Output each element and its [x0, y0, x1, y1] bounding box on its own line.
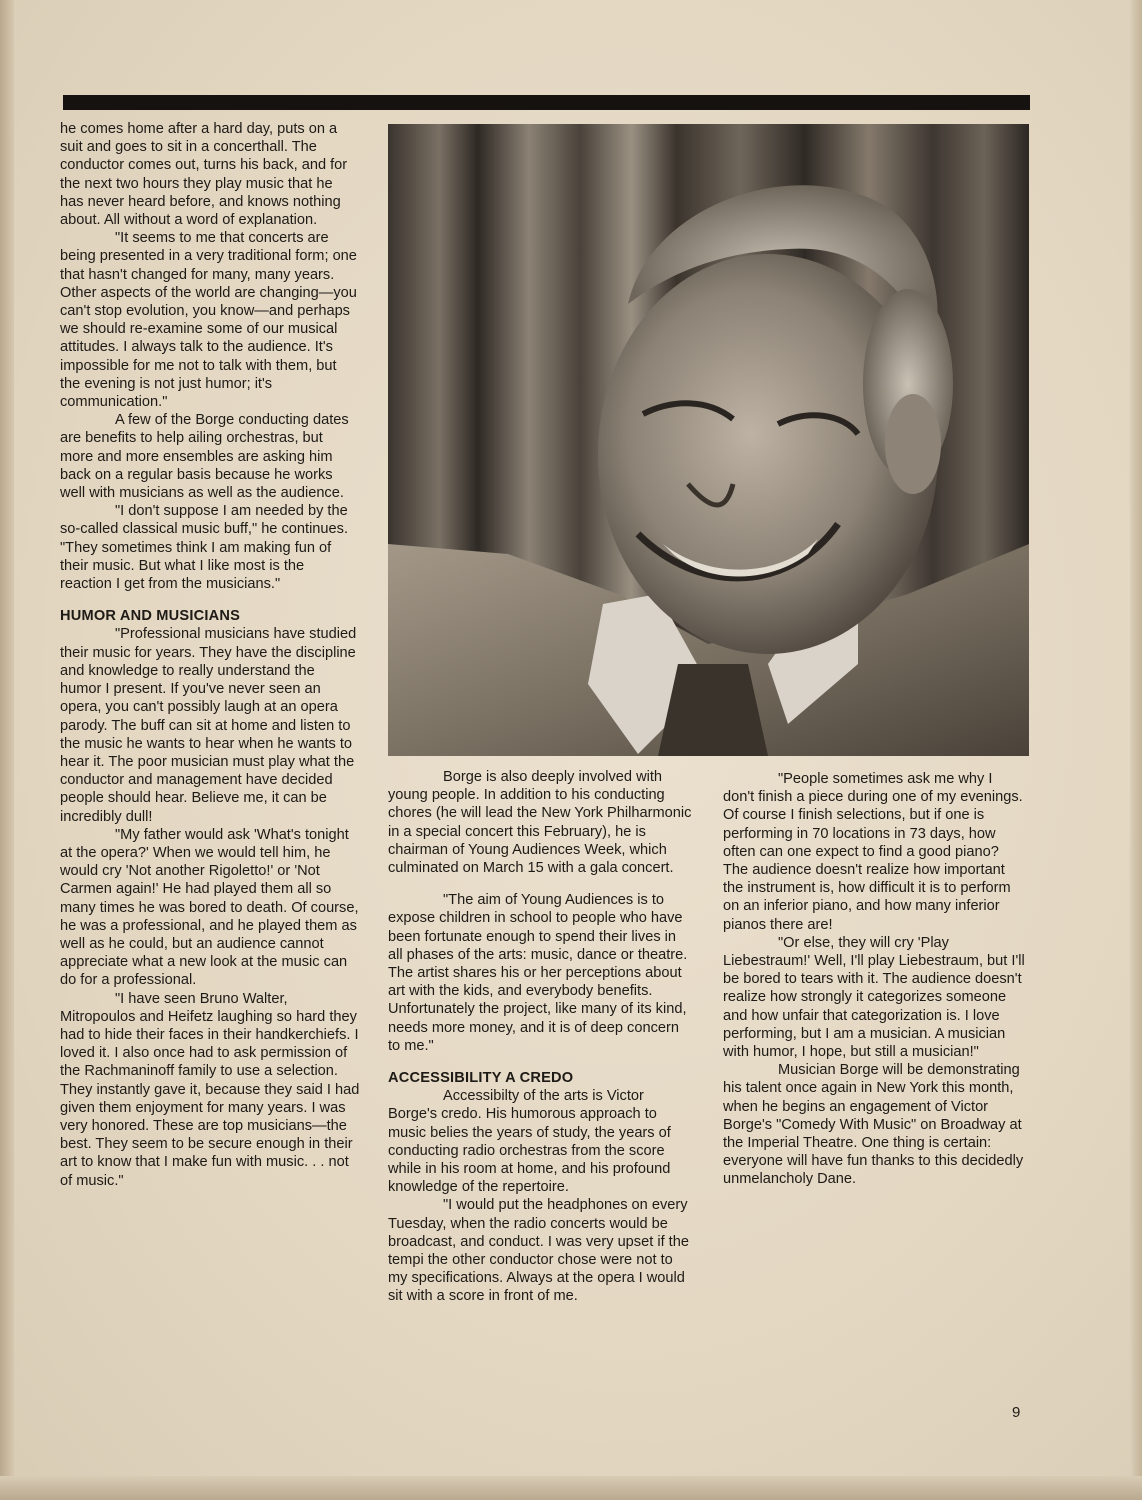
- paragraph: A few of the Borge conducting dates are benefits to help ailing orchestras, but more and more ensembles are asking him back on a regular basis because he works well with musicians as well as the audience.: [60, 412, 349, 502]
- paragraph: "Professional musicians have studied their music for years. They have the discipline and knowledge to really understand the humor I present. If you've never seen an opera, you can't possibly laugh at an opera parody. The buff can sit at home and listen to the music he wants to hear when he wants to hear it. The poor musician must play what the conductor and management have decided people should hear. Believe me, it can be incredibly dull!: [60, 626, 357, 825]
- page-binding: [0, 0, 14, 1500]
- paragraph: Accessibilty of the arts is Victor Borge's credo. His humorous approach to music belies the years of study, the years of conducting radio orchestras from the score while in his room at home, and his profound knowledge of the repertoire.: [388, 1088, 671, 1196]
- paragraph: "I would put the headphones on every Tuesday, when the radio concerts would be broadcast, and conduct. I was very upset if the tempi the other conductor chose were not to my specifications. Always at the opera I would sit with a score in front of me.: [388, 1197, 689, 1305]
- column-3: [723, 770, 1026, 1189]
- paragraph: "Or else, they will cry 'Play Liebestraum!' Well, I'll play Liebestraum, but I'll be bored to tears with it. The audience doesn't realize how strongly it categorizes someone and how unfair that categorization is. I love performing, but I am a musician. A musician with humor, I hope, but still a musician!": [723, 934, 1025, 1061]
- header-rule: [63, 95, 1030, 110]
- page-number: 9: [1012, 1404, 1021, 1421]
- paragraph: "I don't suppose I am needed by the so-called classical music buff," he continues. "They sometimes think I am making fun of their music. But what I like most is the reaction I get from the musicians.": [60, 503, 349, 593]
- paragraph: "It seems to me that concerts are being presented in a very traditional form; one that hasn't changed for many, many years. Other aspects of the world are changing—you can't stop evolution, you know—and perhaps we should re-examine some of our musical attitudes. I always talk to the audience. It's impossible for me not to talk with them, but the evening is not just humor; it's communication.": [60, 230, 357, 411]
- section-heading: ACCESSIBILITY A CREDO: [388, 1070, 574, 1087]
- paragraph: "The aim of Young Audiences is to expose children in school to people who have been fortunate enough to spend their lives in all phases of the arts: music, dance or theatre. The artist shares his or her perceptions about art with the kids, and everybody benefits. Unfortunately the project, like many of its kind, needs more money, and it is of deep concern to me.": [388, 892, 688, 1054]
- paragraph: "I have seen Bruno Walter, Mitropoulos and Heifetz laughing so hard they had to hide their faces in their handkerchiefs. I loved it. I also once had to ask permission of the Rachmaninoff family to use a selection. They instantly gave it, because they said I had given them enjoyment for many years. I was very honored. These are top musicians—the best. They seem to be secure enough in their art to know that I make fun with music. . . not of music.": [60, 990, 360, 1189]
- paragraph: "People sometimes ask me why I don't finish a piece during one of my evenings. Of course I finish selections, but if one is performing in 70 locations in 73 days, how often can one expect to find a good piano? The audience doesn't realize how important the instrument is, how difficult it is to perform on an inferior piano, and how many inferior pianos there are!: [723, 771, 1023, 933]
- paragraph: "My father would ask 'What's tonight at the opera?' When we would tell him, he would cry 'Not another Rigoletto!' or 'Not Carmen again!' He had played them all so many times he was bored to death. Of course, he was a professional, and he played them as well as he could, but an audience cannot appreciate what a new look at the music can do for a professional.: [60, 826, 359, 989]
- column-2: [388, 768, 694, 1306]
- paragraph: Borge is also deeply involved with young people. In addition to his conducting chores (he will lead the New York Philharmonic in a special concert this February), he is chairman of Young Audiences Week, which culminated on March 15 with a gala concert.: [388, 769, 692, 877]
- page-edge-right: [1130, 0, 1142, 1500]
- portrait-photo: [388, 124, 1029, 756]
- paragraph: Musician Borge will be demonstrating his talent once again in New York this month, when he begins an engagement of Victor Borge's "Comedy With Music" on Broadway at the Imperial Theatre. One thing is certain: everyone will have fun thanks to this decidedly unmelancholy Dane.: [723, 1062, 1024, 1188]
- column-1: [60, 120, 360, 1190]
- page-edge-bottom: [0, 1476, 1142, 1500]
- paragraph: he comes home after a hard day, puts on a suit and goes to sit in a concerthall. The conductor comes out, turns his back, and for the next two hours they play music that he has never heard before, and knows nothing about. All without a word of explanation.: [60, 121, 348, 229]
- section-heading: HUMOR AND MUSICIANS: [60, 608, 241, 625]
